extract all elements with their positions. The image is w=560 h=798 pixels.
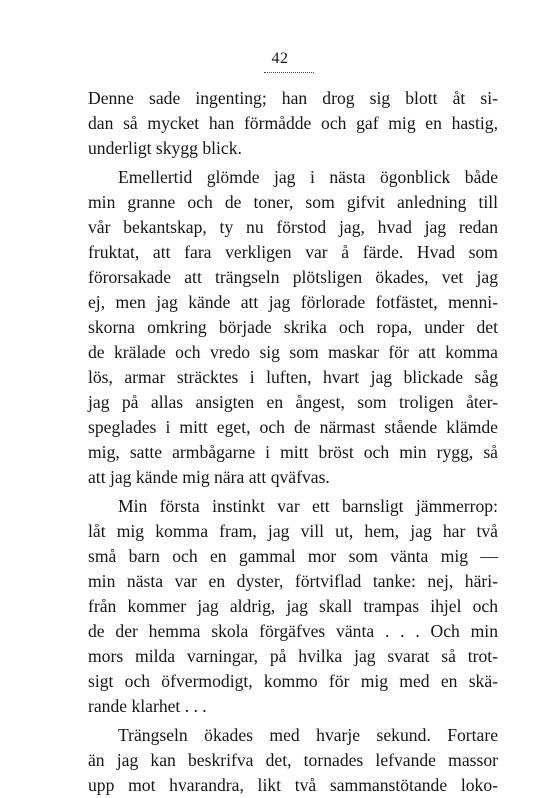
text-line: fruktat, att fara verkligen var å färde. Hvad som bbox=[88, 242, 498, 262]
text-line: än jag kan beskrifva det, tornades lefvande massor bbox=[88, 750, 498, 770]
text-line: Trängseln ökades med hvarje sekund. Fortare bbox=[118, 725, 498, 745]
body-text bbox=[88, 86, 498, 798]
text-line: förorsakade att trängseln plötsligen ökades, vet jag bbox=[88, 267, 498, 287]
text-line: Emellertid glömde jag i nästa ögonblick både bbox=[118, 167, 498, 187]
paragraph bbox=[88, 494, 498, 719]
text-line: min granne och de toner, som gifvit anledning till bbox=[88, 192, 498, 212]
text-line: små barn och en gammal mor som vänta mig — bbox=[88, 546, 498, 566]
page-number: 42 bbox=[271, 50, 289, 67]
text-line: ej, men jag kände att jag förlorade fotfästet, menni- bbox=[88, 292, 498, 312]
text-line: Denne sade ingenting; han drog sig blott åt si- bbox=[88, 88, 498, 108]
text-line: de der hemma skola förgäfves vänta . . . Och min bbox=[88, 621, 498, 641]
text-line: jag på allas ansigten en ångest, som troligen åter- bbox=[88, 392, 498, 412]
text-line: lös, armar sträcktes i luften, hvart jag blickade såg bbox=[88, 367, 498, 387]
text-line: min nästa var en dyster, förtviflad tanke: nej, häri- bbox=[88, 571, 498, 591]
page-number-rule bbox=[264, 72, 314, 73]
paragraph bbox=[88, 86, 498, 161]
text-line: mors milda varningar, på hvilka jag svarat så trot- bbox=[88, 646, 498, 666]
text-line: underligt skygg blick. bbox=[88, 138, 242, 158]
text-line: att jag kände mig nära att qväfvas. bbox=[88, 467, 330, 487]
text-line: Min första instinkt var ett barnsligt jämmerrop: bbox=[118, 496, 498, 516]
text-line: de krälade och vredo sig som maskar för att komma bbox=[88, 342, 498, 362]
text-line: vår bekantskap, ty nu förstod jag, hvad jag redan bbox=[88, 217, 498, 237]
text-line: upp mot hvarandra, likt två sammanstötande loko- bbox=[88, 775, 498, 795]
text-line: rande klarhet . . . bbox=[88, 696, 207, 716]
text-line: skorna omkring började skrika och ropa, under det bbox=[88, 317, 498, 337]
text-line: dan så mycket han förmådde och gaf mig en hastig, bbox=[88, 113, 498, 133]
text-line: speglades i mitt eget, och de närmast stående klämde bbox=[88, 417, 498, 437]
text-line: låt mig komma fram, jag vill ut, hem, jag har två bbox=[88, 521, 498, 541]
paragraph bbox=[88, 723, 498, 798]
text-line: sigt och öfvermodigt, kommo för mig med en skä- bbox=[88, 671, 498, 691]
paragraph bbox=[88, 165, 498, 490]
text-line: från kommer jag aldrig, jag skall trampas ihjel och bbox=[88, 596, 498, 616]
text-line: mig, satte armbågarne i mitt bröst och min rygg, så bbox=[88, 442, 498, 462]
